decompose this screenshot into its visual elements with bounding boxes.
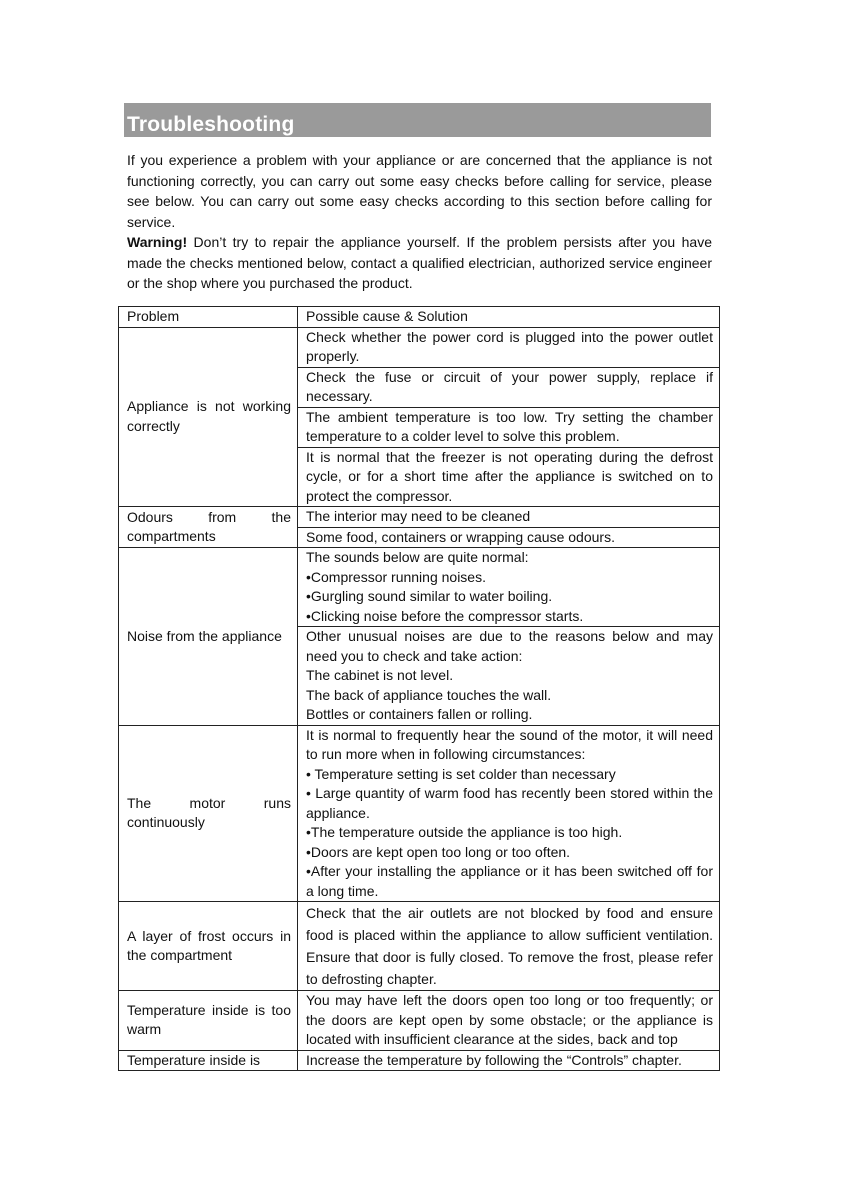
solution-cell: Check whether the power cord is plugged into the power outlet properly.: [298, 327, 720, 367]
problem-cell: Appliance is not working correctly: [119, 327, 298, 507]
solution-line: The back of appliance touches the wall.: [306, 686, 552, 703]
solution-line: Other unusual noises are due to the reasons below and may need you to check and take action:: [306, 628, 713, 664]
problem-cell: The motor runs continuously: [119, 725, 298, 902]
solution-line: • Temperature setting is set colder than necessary: [306, 765, 616, 782]
solution-line: •Compressor running noises.: [306, 568, 486, 585]
solution-line: •After your installing the appliance or it has been switched off for a long time.: [306, 863, 713, 899]
table-row: [119, 327, 720, 367]
solution-cell: Check the fuse or circuit of your power supply, replace if necessary.: [298, 367, 720, 407]
solution-cell: [298, 548, 720, 627]
warning-paragraph: [127, 232, 712, 294]
problem-cell: Temperature inside is too warm: [119, 991, 298, 1051]
header-solution: Possible cause & Solution: [298, 307, 720, 328]
solution-line: The sounds below are quite normal:: [306, 549, 529, 565]
solution-cell: Some food, containers or wrapping cause odours.: [298, 527, 720, 548]
heading-bar: [124, 103, 711, 137]
solution-line: •Gurgling sound similar to water boiling.: [306, 588, 553, 604]
table-row: [119, 725, 720, 902]
solution-cell: You may have left the doors open too long or too frequently; or the doors are kept open by some obstacle; or the appliance is located with insufficient clearance at the sides, back and top: [298, 991, 720, 1051]
solution-cell: It is normal that the freezer is not operating during the defrost cycle, or for a short time after the appliance is switched on to protect the compressor.: [298, 447, 720, 507]
solution-line: •The temperature outside the appliance is too high.: [306, 824, 623, 840]
warning-label: Warning!: [127, 234, 188, 250]
solution-line: • Large quantity of warm food has recently been stored within the appliance.: [306, 785, 713, 821]
problem-cell: Noise from the appliance: [119, 548, 298, 726]
table-row: [119, 1050, 720, 1071]
table-row: [119, 902, 720, 991]
intro-section: [127, 150, 712, 294]
solution-line: The cabinet is not level.: [306, 667, 454, 683]
table-row: [119, 548, 720, 627]
warning-text: Don’t try to repair the appliance yourself. If the problem persists after you have made the checks mentioned below, contact a qualified electrician, authorized service engineer or the shop where you purchased the product.: [127, 234, 712, 291]
solution-line: •Clicking noise before the compressor starts.: [306, 607, 584, 624]
table-row: [119, 507, 720, 528]
table-header-row: [119, 307, 720, 328]
problem-cell: A layer of frost occurs in the compartment: [119, 902, 298, 991]
troubleshooting-table: [118, 306, 720, 1071]
solution-cell: Increase the temperature by following the “Controls” chapter.: [298, 1050, 720, 1071]
solution-cell: The interior may need to be cleaned: [298, 507, 720, 528]
intro-paragraph: If you experience a problem with your appliance or are concerned that the appliance is not functioning correctly, you can carry out some easy checks before calling for service, please see below. You can carry out some easy checks according to this section before calling for service.: [127, 152, 712, 230]
problem-cell: Odours from the compartments: [119, 507, 298, 548]
solution-line: Bottles or containers fallen or rolling.: [306, 706, 533, 722]
solution-line: •Doors are kept open too long or too often.: [306, 843, 571, 860]
solution-line: It is normal to frequently hear the sound of the motor, it will need to run more when in following circumstances:: [306, 726, 713, 762]
problem-cell: Temperature inside is: [119, 1050, 298, 1071]
solution-cell: The ambient temperature is too low. Try setting the chamber temperature to a colder level to solve this problem.: [298, 407, 720, 447]
solution-cell: [298, 627, 720, 726]
solution-cell: [298, 725, 720, 902]
table-row: [119, 991, 720, 1051]
header-problem: Problem: [119, 307, 298, 328]
page-title: Troubleshooting: [127, 113, 295, 136]
solution-cell: Check that the air outlets are not blocked by food and ensure food is placed within the appliance to allow sufficient ventilation. Ensure that door is fully closed. To remove the frost, please refer to defrosting chapter.: [298, 902, 720, 991]
